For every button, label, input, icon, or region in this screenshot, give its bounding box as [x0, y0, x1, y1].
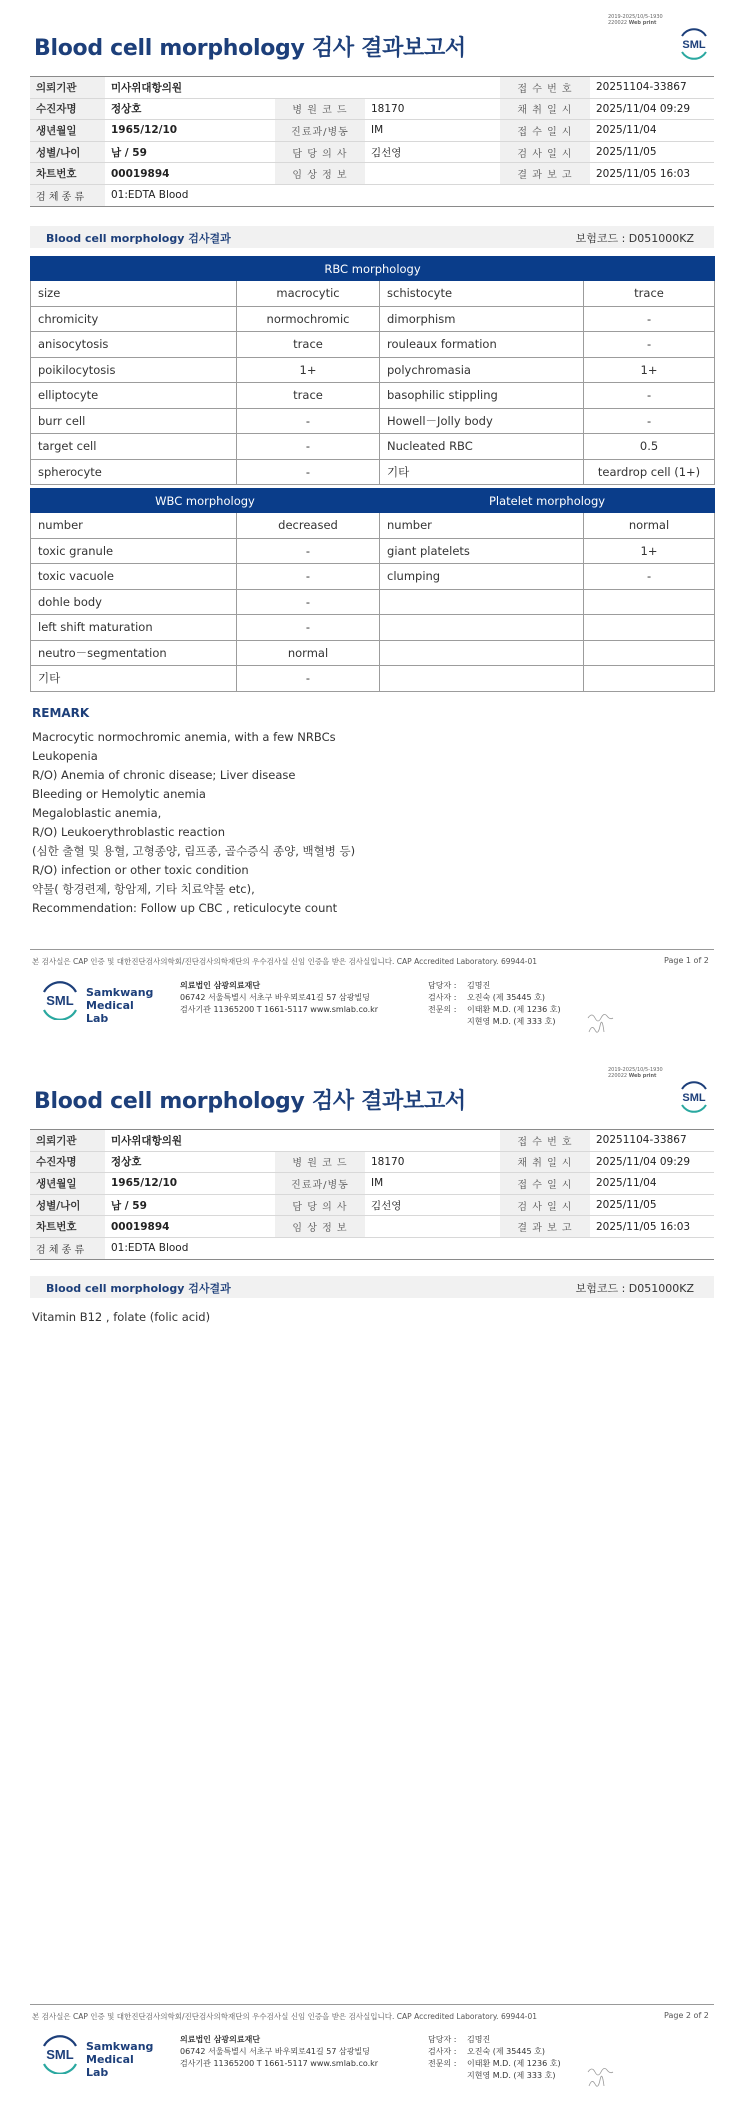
rbc-item: 기타 — [380, 459, 584, 485]
rbc-header: RBC morphology — [31, 257, 715, 281]
section-title: Blood cell morphology 검사결과 — [46, 1282, 231, 1295]
info-row-specimen — [30, 1237, 714, 1259]
staff-role: 검사자 : — [428, 2047, 457, 2056]
wbc-header: WBC morphology — [31, 489, 380, 513]
table-row — [31, 408, 715, 434]
staff-role: 전문의 : — [428, 2059, 457, 2068]
rbc-item: schistocyte — [380, 281, 584, 307]
staff-name: 이태환 M.D. (제 1236 호) — [467, 1005, 561, 1014]
footer-divider — [30, 949, 714, 950]
info-label: 생년월일 — [30, 1173, 105, 1195]
info-row — [30, 1130, 714, 1152]
rbc-item: chromicity — [31, 306, 237, 332]
remark-line: Macrocytic normochromic anemia, with a few NRBCs — [32, 730, 336, 744]
wbc-value: - — [237, 564, 380, 590]
rbc-value: - — [237, 408, 380, 434]
table-row — [31, 332, 715, 358]
empty-cell — [380, 589, 584, 615]
staff-row — [428, 2058, 561, 2070]
rbc-item: size — [31, 281, 237, 307]
wbc-item: left shift maturation — [31, 615, 237, 641]
platelet-item: number — [380, 513, 584, 539]
wbc-value: - — [237, 615, 380, 641]
form-code: 2019-2025/10/5-1930 220022 Web print — [608, 1067, 663, 1079]
wbc-value: - — [237, 666, 380, 692]
info-value: IM — [365, 1173, 500, 1195]
platelet-header: Platelet morphology — [380, 489, 715, 513]
rbc-item: Howell－Jolly body — [380, 408, 584, 434]
footer-logo: SML Samkwang Medical Lab — [38, 2034, 158, 2074]
info-label: 병 원 코 드 — [275, 98, 365, 120]
page-number: Page 1 of 2 — [664, 956, 709, 965]
footer-org-info: 의료법인 삼광의료재단 06742 서울특별시 서초구 바우뫼로41길 57 삼광빌딩 검사기관 11365200 T 1661-5117 www.smlab.co.kr — [180, 2035, 379, 2068]
info-row-specimen — [30, 184, 714, 206]
wbc-item: toxic vacuole — [31, 564, 237, 590]
staff-name: 오진숙 (제 35445 호) — [467, 993, 545, 1002]
result-section-bar — [30, 226, 714, 248]
rbc-value: - — [584, 383, 715, 409]
rbc-value: 1+ — [237, 357, 380, 383]
info-row — [30, 1151, 714, 1173]
svg-text:SML: SML — [46, 993, 74, 1008]
specimen-label: 검 체 종 류 — [30, 1237, 105, 1259]
info-value: 2025/11/05 16:03 — [590, 1216, 714, 1238]
svg-text:SML: SML — [682, 39, 706, 51]
platelet-value: normal — [584, 513, 715, 539]
info-value: 남 / 59 — [105, 1194, 275, 1216]
info-value — [365, 1216, 500, 1238]
sml-footer-logo-icon — [38, 980, 82, 1020]
rbc-morphology-table — [30, 256, 715, 485]
info-value — [365, 1130, 500, 1152]
info-value: 김선영 — [365, 141, 500, 163]
remark-line: Bleeding or Hemolytic anemia — [32, 787, 206, 801]
empty-cell — [584, 589, 715, 615]
info-value: 정상호 — [105, 1151, 275, 1173]
info-label: 진료과/병동 — [275, 1173, 365, 1195]
wbc-value: decreased — [237, 513, 380, 539]
info-value: 2025/11/04 09:29 — [590, 1151, 714, 1173]
wbc-value: - — [237, 538, 380, 564]
page-number: Page 2 of 2 — [664, 2011, 709, 2020]
info-label: 진료과/병동 — [275, 120, 365, 142]
rbc-value: normochromic — [237, 306, 380, 332]
rbc-value: - — [584, 332, 715, 358]
remark-line: R/O) Anemia of chronic disease; Liver disease — [32, 768, 296, 782]
info-value: 2025/11/05 — [590, 1194, 714, 1216]
info-label — [275, 77, 365, 99]
svg-text:SML: SML — [682, 1092, 706, 1104]
rbc-value: - — [237, 459, 380, 485]
info-value: IM — [365, 120, 500, 142]
info-row — [30, 77, 714, 99]
info-row — [30, 1194, 714, 1216]
staff-name: 이태환 M.D. (제 1236 호) — [467, 2059, 561, 2068]
table-row — [31, 538, 715, 564]
info-value: 미사위대항의원 — [105, 1130, 275, 1152]
info-value: 2025/11/05 — [590, 141, 714, 163]
info-value: 김선영 — [365, 1194, 500, 1216]
platelet-item: clumping — [380, 564, 584, 590]
specimen-value: 01:EDTA Blood — [105, 1237, 714, 1259]
rbc-item: burr cell — [31, 408, 237, 434]
info-label: 검 사 일 시 — [500, 1194, 590, 1216]
info-row — [30, 1173, 714, 1195]
wbc-item: neutro－segmentation — [31, 640, 237, 666]
remark-line: 약물( 항경련제, 항암제, 기타 치료약물 etc), — [32, 882, 255, 896]
info-value: 2025/11/04 09:29 — [590, 98, 714, 120]
info-value: 00019894 — [105, 163, 275, 185]
staff-row — [428, 1016, 561, 1028]
empty-cell — [380, 666, 584, 692]
table-row — [31, 434, 715, 460]
sml-logo-icon — [676, 1079, 712, 1115]
info-label: 성별/나이 — [30, 1194, 105, 1216]
table-row — [31, 306, 715, 332]
footer-logo: SML Samkwang Medical Lab — [38, 980, 158, 1020]
info-value: 18170 — [365, 98, 500, 120]
specimen-value: 01:EDTA Blood — [105, 184, 714, 206]
remark-continued: Vitamin B12 , folate (folic acid) — [32, 1310, 211, 1324]
empty-cell — [584, 666, 715, 692]
footer-divider — [30, 2004, 714, 2005]
staff-name: 오진숙 (제 35445 호) — [467, 2047, 545, 2056]
empty-cell — [380, 640, 584, 666]
info-value: 2025/11/04 — [590, 120, 714, 142]
remark-line: (심한 출혈 및 용혈, 고형종양, 림프종, 골수증식 종양, 백혈병 등) — [32, 844, 356, 858]
info-value: 18170 — [365, 1151, 500, 1173]
section-title: Blood cell morphology 검사결과 — [46, 232, 231, 245]
info-row — [30, 98, 714, 120]
info-row — [30, 163, 714, 185]
result-section-bar — [30, 1276, 714, 1298]
table-row — [31, 564, 715, 590]
staff-row — [428, 2034, 561, 2046]
staff-name: 지현영 M.D. (제 333 호) — [467, 2071, 556, 2080]
table-row — [31, 281, 715, 307]
report-title: Blood cell morphology 검사 결과보고서 — [34, 36, 466, 61]
platelet-value: 1+ — [584, 538, 715, 564]
info-label: 접 수 일 시 — [500, 120, 590, 142]
remark-line: R/O) infection or other toxic condition — [32, 863, 249, 877]
signature-icon — [586, 2062, 616, 2092]
info-label: 접 수 일 시 — [500, 1173, 590, 1195]
rbc-item: elliptocyte — [31, 383, 237, 409]
info-label: 접 수 번 호 — [500, 1130, 590, 1152]
staff-role: 담당자 : — [428, 2035, 457, 2044]
rbc-item: spherocyte — [31, 459, 237, 485]
rbc-item: anisocytosis — [31, 332, 237, 358]
rbc-item: Nucleated RBC — [380, 434, 584, 460]
table-row — [31, 640, 715, 666]
rbc-value: - — [584, 408, 715, 434]
svg-text:SML: SML — [46, 2047, 74, 2062]
wbc-value: normal — [237, 640, 380, 666]
footer-staff — [428, 980, 561, 1028]
patient-info-table — [30, 76, 714, 207]
signature-icon — [586, 1008, 616, 1038]
info-label: 담 당 의 사 — [275, 1194, 365, 1216]
form-code: 2019-2025/10/5-1930 220022 Web print — [608, 14, 663, 26]
staff-role: 검사자 : — [428, 993, 457, 1002]
info-label: 접 수 번 호 — [500, 77, 590, 99]
info-row — [30, 120, 714, 142]
remark-line: Leukopenia — [32, 749, 98, 763]
info-label: 임 상 정 보 — [275, 1216, 365, 1238]
rbc-item: basophilic stippling — [380, 383, 584, 409]
staff-row — [428, 2070, 561, 2082]
footer-staff — [428, 2034, 561, 2082]
rbc-value: trace — [237, 383, 380, 409]
rbc-value: trace — [237, 332, 380, 358]
report-page-2 — [0, 1054, 744, 2104]
empty-cell — [584, 615, 715, 641]
insurance-code: 보험코드 : D051000KZ — [575, 232, 694, 245]
info-label: 성별/나이 — [30, 141, 105, 163]
info-label: 차트번호 — [30, 1216, 105, 1238]
wbc-platelet-table — [30, 488, 715, 692]
info-value — [365, 163, 500, 185]
info-label: 생년월일 — [30, 120, 105, 142]
insurance-code: 보험코드 : D051000KZ — [575, 1282, 694, 1295]
sml-footer-logo-icon — [38, 2034, 82, 2074]
rbc-item: target cell — [31, 434, 237, 460]
remark-text — [32, 728, 355, 918]
info-label: 채 취 일 시 — [500, 1151, 590, 1173]
staff-row — [428, 992, 561, 1004]
info-label: 병 원 코 드 — [275, 1151, 365, 1173]
info-value: 20251104-33867 — [590, 77, 714, 99]
platelet-value: - — [584, 564, 715, 590]
table-row — [31, 459, 715, 485]
info-label: 채 취 일 시 — [500, 98, 590, 120]
staff-role: 전문의 : — [428, 1005, 457, 1014]
remark-line: Megaloblastic anemia, — [32, 806, 162, 820]
info-row — [30, 141, 714, 163]
rbc-value: teardrop cell (1+) — [584, 459, 715, 485]
footer-notice: 본 검사실은 CAP 인증 및 대한진단검사의학회/진단검사의학재단의 우수검사실 신임 인증을 받은 검사실입니다. CAP Accredited Laboratory. 69944-01 — [32, 2012, 538, 2021]
staff-name: 지현영 M.D. (제 333 호) — [467, 1017, 556, 1026]
info-value: 1965/12/10 — [105, 120, 275, 142]
table-row — [31, 513, 715, 539]
info-label: 결 과 보 고 — [500, 1216, 590, 1238]
rbc-item: polychromasia — [380, 357, 584, 383]
empty-cell — [380, 615, 584, 641]
staff-name: 김명진 — [467, 981, 491, 990]
info-value: 남 / 59 — [105, 141, 275, 163]
info-label: 의뢰기관 — [30, 77, 105, 99]
empty-cell — [584, 640, 715, 666]
rbc-item: dimorphism — [380, 306, 584, 332]
report-title: Blood cell morphology 검사 결과보고서 — [34, 1089, 466, 1114]
rbc-value: macrocytic — [237, 281, 380, 307]
rbc-value: - — [237, 434, 380, 460]
wbc-item: 기타 — [31, 666, 237, 692]
table-row — [31, 589, 715, 615]
table-row — [31, 383, 715, 409]
info-label: 담 당 의 사 — [275, 141, 365, 163]
remark-line: Recommendation: Follow up CBC , reticulocyte count — [32, 901, 338, 915]
staff-name: 김명진 — [467, 2035, 491, 2044]
info-label: 검 사 일 시 — [500, 141, 590, 163]
staff-row — [428, 980, 561, 992]
info-label: 수진자명 — [30, 98, 105, 120]
info-value: 정상호 — [105, 98, 275, 120]
info-label: 수진자명 — [30, 1151, 105, 1173]
wbc-item: toxic granule — [31, 538, 237, 564]
info-value: 2025/11/05 16:03 — [590, 163, 714, 185]
table-row — [31, 666, 715, 692]
sml-logo-icon — [676, 26, 712, 62]
footer-notice: 본 검사실은 CAP 인증 및 대한진단검사의학회/진단검사의학재단의 우수검사실 신임 인증을 받은 검사실입니다. CAP Accredited Laboratory. 69944-01 — [32, 957, 538, 966]
rbc-item: rouleaux formation — [380, 332, 584, 358]
staff-row — [428, 2046, 561, 2058]
info-value — [365, 77, 500, 99]
rbc-value: trace — [584, 281, 715, 307]
remark-line: R/O) Leukoerythroblastic reaction — [32, 825, 225, 839]
rbc-item: poikilocytosis — [31, 357, 237, 383]
wbc-item: dohle body — [31, 589, 237, 615]
info-row — [30, 1216, 714, 1238]
patient-info-table — [30, 1129, 714, 1260]
info-label — [275, 1130, 365, 1152]
info-label: 임 상 정 보 — [275, 163, 365, 185]
table-row — [31, 615, 715, 641]
specimen-label: 검 체 종 류 — [30, 184, 105, 206]
table-row — [31, 357, 715, 383]
info-label: 결 과 보 고 — [500, 163, 590, 185]
rbc-value: 0.5 — [584, 434, 715, 460]
staff-role: 담당자 : — [428, 981, 457, 990]
info-value: 00019894 — [105, 1216, 275, 1238]
wbc-item: number — [31, 513, 237, 539]
info-label: 의뢰기관 — [30, 1130, 105, 1152]
info-value: 1965/12/10 — [105, 1173, 275, 1195]
info-label: 차트번호 — [30, 163, 105, 185]
platelet-item: giant platelets — [380, 538, 584, 564]
remark-title: REMARK — [32, 706, 90, 720]
info-value: 2025/11/04 — [590, 1173, 714, 1195]
rbc-value: 1+ — [584, 357, 715, 383]
footer-org-info: 의료법인 삼광의료재단 06742 서울특별시 서초구 바우뫼로41길 57 삼광빌딩 검사기관 11365200 T 1661-5117 www.smlab.co.kr — [180, 981, 379, 1014]
rbc-value: - — [584, 306, 715, 332]
info-value: 미사위대항의원 — [105, 77, 275, 99]
wbc-value: - — [237, 589, 380, 615]
staff-row — [428, 1004, 561, 1016]
info-value: 20251104-33867 — [590, 1130, 714, 1152]
